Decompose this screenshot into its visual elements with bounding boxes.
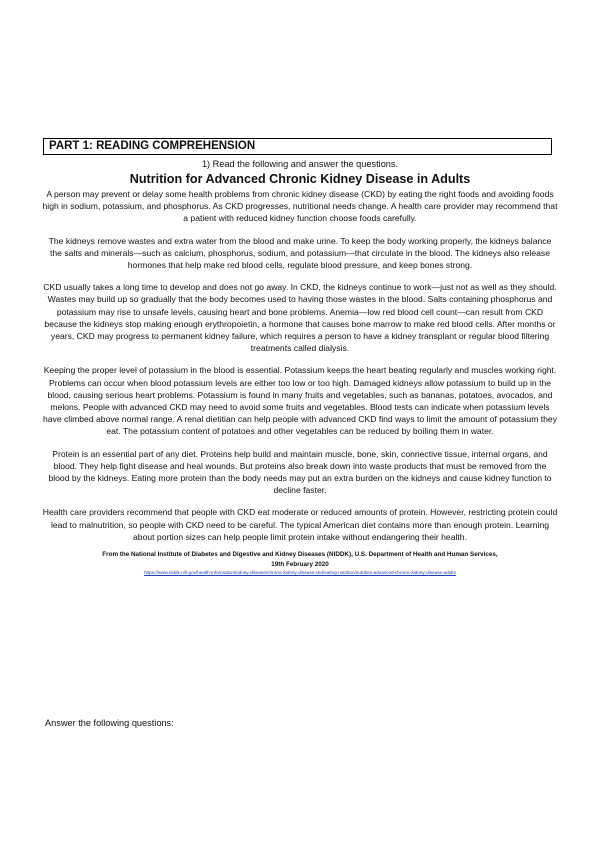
paragraph-protein-advice: Health care providers recommend that people with CKD eat moderate or reduced amounts of protein. However, restricting protein could lead to malnutrition, so people with CKD need to be careful. The typical American diet contains more than enough protein. Learning about portion sizes can help people limit protein intake without endangering their health. [42,507,558,542]
paragraph-potassium: Keeping the proper level of potassium in the blood is essential. Potassium keeps the heart beating regularly and muscles working right. Problems can occur when blood potassium levels are either too low or too high. Damaged kidneys allow potassium to build up in the blood, causing serious heart problems. Potassium is found in many fruits and vegetables, such as bananas, potatoes, avocados, and melons. People with advanced CKD may need to avoid some fruits and vegetables. Blood tests can indicate when potassium levels have climbed above normal range. A renal dietitian can help people with advanced CKD find ways to limit the amount of potassium they eat. The potassium content of potatoes and other vegetables can be reduced by boiling them in water. [42,365,557,437]
answer-prompt: Answer the following questions: [45,718,174,728]
paragraph-protein: Protein is an essential part of any diet. Proteins help build and maintain muscle, bone, skin, connective tissue, internal organs, and blood. They help fight disease and heal wounds. But proteins also break down into waste products that must be removed from the blood by the kidneys. Eating more protein than the body needs may put an extra burden on the kidneys and cause kidney function to decline faster. [48,448,552,496]
paragraph-kidney-function: The kidneys remove wastes and extra water from the blood and make urine. To keep the body working properly, the kidneys balance the salts and minerals—such as calcium, phosphorus, sodium, and potassium—that circulate in the blood. The kidneys also release hormones that help make red blood cells, regulate blood pressure, and keep bones strong. [48,235,552,271]
reading-passage [42,158,558,577]
part-header: PART 1: READING COMPREHENSION [43,138,552,155]
paragraph-intro: A person may prevent or delay some health problems from chronic kidney disease (CKD) by eating the right foods and avoiding foods high in sodium, potassium, and phosphorus. As CKD progresses, nutritional needs change. A health care provider may recommend that a patient with reduced kidney function choose foods carefully. [42,189,558,224]
instruction-text: 1) Read the following and answer the questions. [201,159,399,169]
source-citation: From the National Institute of Diabetes and Digestive and Kidney Diseases (NIDDK), U.S. Department of Health and Human Services, [102,551,498,559]
article-title: Nutrition for Advanced Chronic Kidney Disease in Adults [129,172,471,186]
paragraph-ckd-overview: CKD usually takes a long time to develop and does not go away. In CKD, the kidneys continue to work—just not as well as they should. Wastes may build up so gradually that the body becomes used to having those wastes in the blood. Salts containing phosphorus and potassium may rise to unsafe levels, causing heart and bone problems. Anemia—low red blood cell count—can result from CKD because the kidneys stop making enough erythropoietin, a hormone that causes bone marrow to make red blood cells. After months or years, CKD may progress to permanent kidney failure, which requires a person to have a kidney transplant or regular blood filtering treatments called dialysis. [43,282,557,354]
source-link[interactable]: https://www.niddk.nih.gov/health-information/kidney-disease/chronic-kidney-disease-ckd/eating-nutrition/nutrition-advanced-chronic-kidney-disease-adults [144,569,456,575]
source-date: 19th February 2020 [271,560,329,568]
